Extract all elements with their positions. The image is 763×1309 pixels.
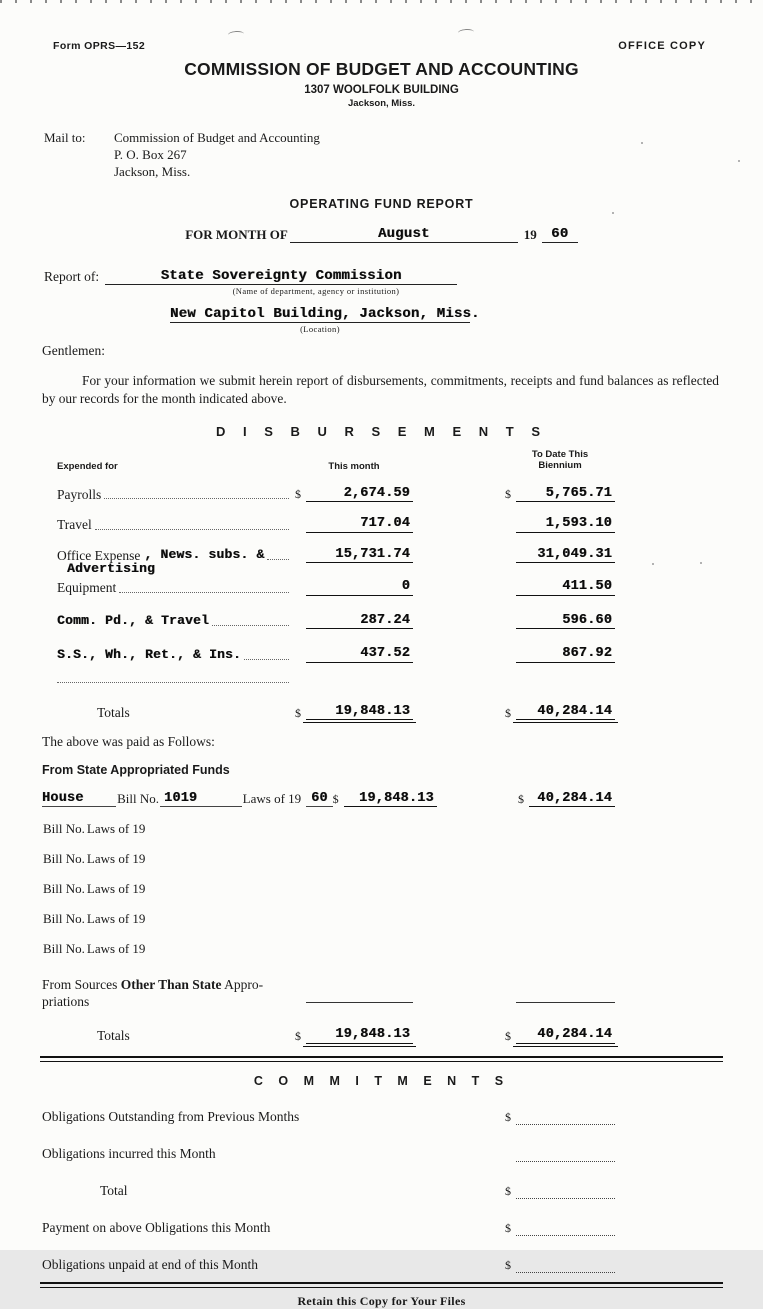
col-expended-for: Expended for — [57, 460, 118, 472]
scan-artifact — [228, 30, 244, 38]
bill-chamber-field: House — [42, 791, 116, 807]
totals-label: Totals — [97, 704, 130, 720]
col-this-month: This month — [328, 460, 380, 472]
paid-totals-this-month: 19,848.13 — [306, 1027, 413, 1044]
org-address-line1: 1307 WOOLFOLK BUILDING — [304, 83, 459, 96]
form-number: Form OPRS—152 — [53, 40, 146, 52]
scan-speck — [612, 212, 614, 214]
department-caption: (Name of department, agency or institution) — [232, 285, 400, 296]
month-value-field: August — [290, 226, 518, 243]
amount-this-month: 2,674.59 — [306, 486, 413, 503]
report-title: OPERATING FUND REPORT — [289, 196, 474, 211]
commitment-row: Obligations incurred this Month — [0, 1146, 763, 1162]
paid-totals-biennium: 40,284.14 — [516, 1027, 615, 1044]
disbursement-row: S.S., Wh., Ret., & Ins. 437.52 867.92 — [57, 646, 615, 663]
bill-number-field: 1019 — [160, 791, 242, 807]
amount-this-month: 0 — [306, 579, 413, 596]
report-of-block — [44, 268, 763, 334]
disbursement-row: Office Expense , News. subs. & Advertising 15,731.74 31,049.31 — [57, 547, 615, 564]
department-field: State Sovereignty Commission — [105, 268, 457, 285]
bill-row: Bill No. Laws of 19 — [43, 881, 146, 897]
section-divider — [40, 1056, 723, 1062]
other-sources-row — [0, 977, 763, 1011]
commitment-row: Obligations unpaid at end of this Month $ — [0, 1257, 763, 1273]
month-label: FOR MONTH OF — [185, 226, 288, 242]
disbursement-row: Travel 717.04 1,593.10 — [57, 516, 615, 533]
year-value-field: 60 — [542, 226, 578, 243]
report-of-label: Report of: — [44, 268, 100, 284]
letterhead — [0, 59, 763, 110]
bill-row: Bill No. Laws of 19 — [43, 911, 146, 927]
laws-year-field: 60 — [306, 791, 332, 807]
totals-this-month: 19,848.13 — [306, 704, 413, 721]
paid-as-follows-intro: The above was paid as Follows: — [42, 734, 215, 750]
totals-biennium: 40,284.14 — [516, 704, 615, 721]
mail-to-city: Jackson, Miss. — [114, 163, 191, 179]
bill-rows — [0, 789, 763, 957]
bill-row: Bill No. Laws of 19 — [43, 821, 146, 837]
disbursement-row-blank — [57, 682, 615, 686]
footer-note: Retain this Copy for Your Files — [297, 1293, 466, 1308]
org-name: COMMISSION OF BUDGET AND ACCOUNTING — [184, 59, 579, 79]
commitment-row: Total $ — [0, 1183, 763, 1199]
bill-amount-biennium: 40,284.14 — [529, 791, 615, 807]
salutation: Gentlemen: — [42, 342, 105, 358]
scan-speck — [652, 563, 654, 565]
disbursements-table — [0, 449, 763, 720]
bill-row: House Bill No. 1019 Laws of 19 60 $ 19,848.13 $ 40,284.14 — [42, 789, 615, 807]
disbursements-totals-row: Totals $ 19,848.13 $ 40,284.14 — [57, 704, 615, 721]
amount-this-month: 287.24 — [306, 613, 413, 630]
year-prefix: 19 — [523, 226, 537, 242]
scan-edge-artifact — [0, 0, 763, 3]
scan-speck — [700, 562, 702, 564]
disbursement-row: Comm. Pd., & Travel 287.24 596.60 — [57, 613, 615, 630]
paid-totals-row: Totals $ 19,848.13 $ 40,284.14 — [57, 1027, 615, 1044]
month-line — [0, 226, 763, 243]
amount-biennium: 596.60 — [516, 613, 615, 630]
bill-amount-month: 19,848.13 — [344, 791, 437, 807]
amount-biennium: 867.92 — [516, 646, 615, 663]
office-copy-label: OFFICE COPY — [618, 40, 706, 52]
disbursements-title: D I S B U R S E M E N T S — [215, 423, 548, 439]
col-biennium: To Date This Biennium — [531, 448, 589, 472]
amount-biennium: 31,049.31 — [516, 547, 615, 564]
location-caption: (Location) — [300, 323, 340, 334]
commitment-row: Obligations Outstanding from Previous Months $ — [0, 1109, 763, 1125]
mail-to-label: Mail to: — [44, 130, 86, 146]
other-sources-label: From Sources Other Than State Appro- priations — [42, 977, 264, 1010]
mail-to-name: Commission of Budget and Accounting — [114, 130, 320, 146]
mail-to-address — [114, 130, 320, 181]
scan-artifact — [458, 28, 474, 36]
location-field: New Capitol Building, Jackson, Miss. — [170, 305, 480, 322]
mail-to-box: P. O. Box 267 — [114, 147, 187, 163]
commitment-row: Payment on above Obligations this Month $ — [0, 1220, 763, 1236]
amount-biennium: 5,765.71 — [516, 486, 615, 503]
amount-this-month: 717.04 — [306, 516, 413, 533]
scan-speck — [641, 142, 643, 144]
disbursement-row: Payrolls $ 2,674.59 $ 5,765.71 — [57, 486, 615, 503]
disbursement-row: Equipment 0 411.50 — [57, 579, 615, 596]
bill-row: Bill No. Laws of 19 — [43, 851, 146, 867]
state-funds-heading: From State Appropriated Funds — [42, 763, 230, 778]
amount-this-month: 437.52 — [306, 646, 413, 663]
footer-divider — [40, 1282, 723, 1288]
amount-biennium: 1,593.10 — [516, 516, 615, 533]
totals-label: Totals — [97, 1028, 130, 1044]
commitments-title: C O M M I T M E N T S — [253, 1073, 510, 1088]
org-address-line2: Jackson, Miss. — [347, 98, 416, 110]
body-paragraph: For your information we submit herein report of disbursements, commitments, receipts and fund balances as reflected by our records for the month indicated above. — [42, 372, 719, 406]
amount-biennium: 411.50 — [516, 579, 615, 596]
amount-this-month: 15,731.74 — [306, 547, 413, 564]
mail-to-block — [44, 130, 763, 181]
bill-row: Bill No. Laws of 19 — [43, 941, 146, 957]
commitments-section — [0, 1109, 763, 1273]
scan-speck — [738, 160, 740, 162]
